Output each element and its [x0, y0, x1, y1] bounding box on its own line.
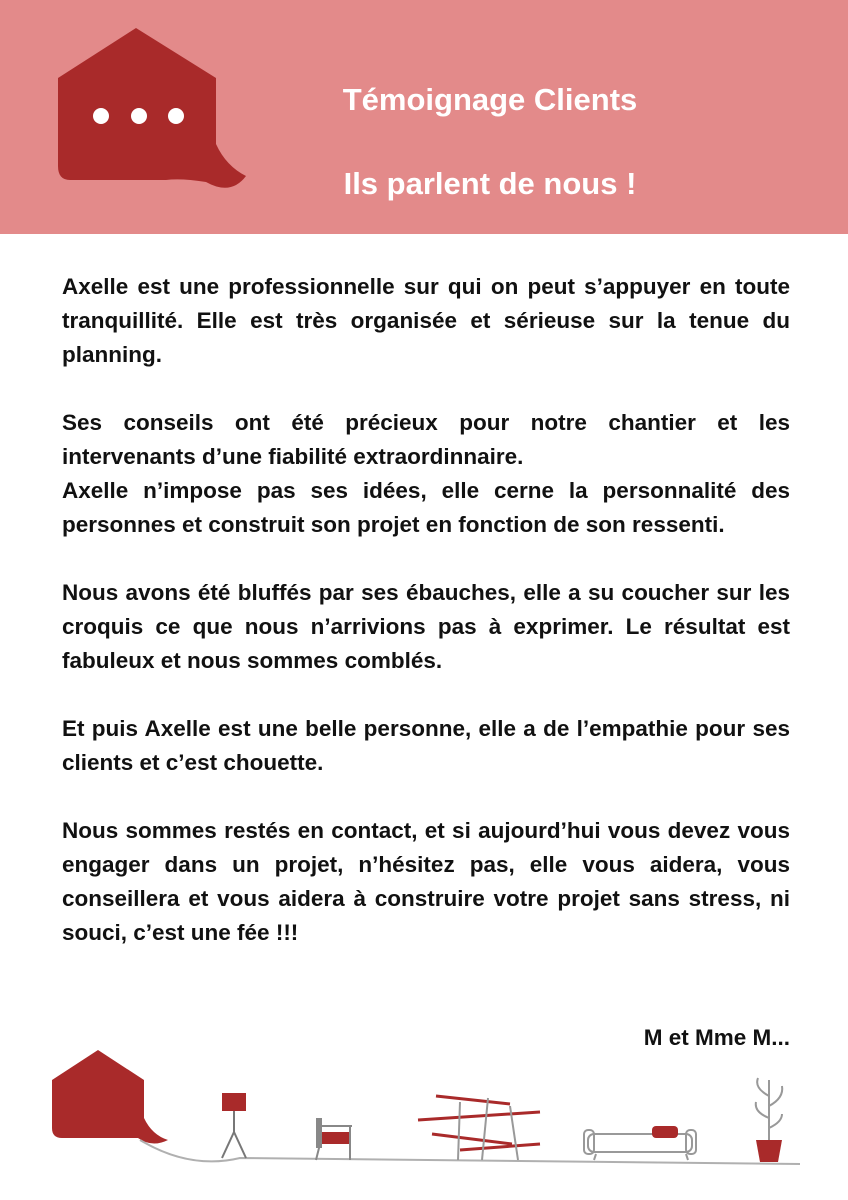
testimonial-paragraph: Nous avons été bluffés par ses ébauches, elle a su coucher sur les croquis ce que nous n’arrivions pas à exprimer. Le résultat est fabuleux et nous sommes comblés.	[62, 580, 790, 673]
armchair-icon	[316, 1118, 352, 1160]
header-banner	[0, 0, 848, 234]
page-title: Témoignage Clients	[342, 82, 638, 117]
house-bubble-icon	[52, 1050, 168, 1144]
testimonial-paragraph: Nous sommes restés en contact, et si aujourd’hui vous devez vous engager dans un projet, n’hésitez pas, elle vous aidera, vous conseillera et vous aidera à construire votre projet sans stress, ni souci, c’est une fée !!!	[62, 818, 790, 945]
testimonial-paragraph: Axelle est une professionnelle sur qui on peut s’appuyer en toute tranquillité. Elle est très organisée et sérieuse sur la tenue du planning.	[62, 274, 790, 367]
bookshelf-icon	[418, 1096, 540, 1160]
sofa-icon	[584, 1126, 696, 1160]
page-subtitle: Ils parlent de nous !	[343, 166, 637, 201]
testimonial-body	[62, 270, 790, 984]
floor-lamp-icon	[222, 1093, 246, 1158]
potted-plant-icon	[756, 1078, 782, 1162]
speech-house-icon	[56, 26, 248, 198]
furniture-illustration	[40, 1040, 810, 1190]
signature: M et Mme M...	[643, 1025, 790, 1050]
testimonial-paragraph: Ses conseils ont été précieux pour notre chantier et les intervenants d’une fiabilité extraordinnaire.	[62, 410, 790, 469]
testimonial-paragraph: Et puis Axelle est une belle personne, elle a de l’empathie pour ses clients et c’est chouette.	[62, 716, 790, 775]
testimonial-paragraph: Axelle n’impose pas ses idées, elle cerne la personnalité des personnes et construit son projet en fonction de son ressenti.	[62, 478, 790, 537]
